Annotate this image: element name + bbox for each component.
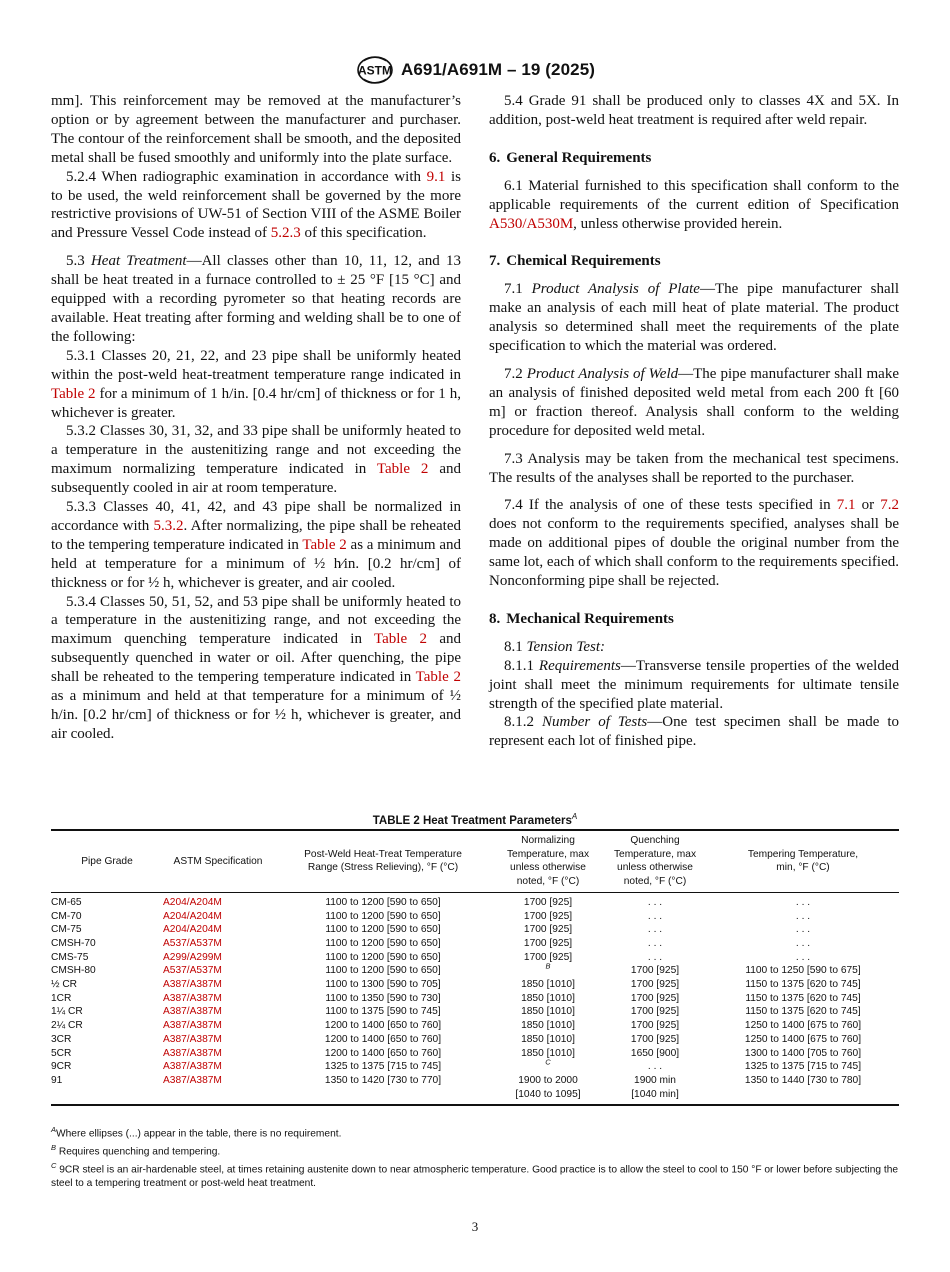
cell-pwht: 1350 to 1420 [730 to 770]	[324, 1074, 442, 1086]
cell-quenching: 1700 [925]	[630, 979, 680, 991]
cell-spec[interactable]: A387/A387M	[163, 1033, 222, 1045]
cell-quenching: 1700 [925]	[630, 992, 680, 1004]
cell-normalizing: 1700 [925]	[523, 937, 573, 949]
table-row	[51, 978, 899, 992]
link-7-2[interactable]: 7.2	[880, 497, 900, 514]
link-5-2-3[interactable]: 5.2.3	[270, 225, 301, 242]
link-9-1[interactable]: 9.1	[426, 168, 446, 185]
paragraph-5-3-4: 5.3.4 Classes 50, 51, 52, and 53 pipe shall be uniformly heated to a temperature in the austenitizing range, and not exceeding the maximum quenching temperature indicated in Table 2 and subsequently quenched in water or oil. After quenching, the pipe shall be reheated to the tempering temperature indicated in Table 2 as a minimum and held at that temperature for a minimum of ½ h/in. [0.2 hr/cm] of thickness or for ½ h, whichever is greater, and air cooled.	[51, 593, 461, 742]
paragraph-7-3: 7.3 Analysis may be taken from the mechanical test specimens. The results of the analyses shall be reported to the purchaser.	[489, 450, 899, 486]
section-heading-6: 6. General Requirements	[489, 149, 652, 166]
cell-normalizing: 1850 [1010]	[521, 979, 575, 991]
column-header: Post-Weld Heat-Treat Temperature Range (Stress Relieving), °F (°C)	[304, 848, 462, 874]
link-5-3-2[interactable]: 5.3.2	[153, 517, 184, 534]
paragraph-5-2-4: 5.2.4 When radiographic examination in accordance with 9.1 is to be used, the weld reinforcement shall be governed by the more restrictive provisions of UW-51 of Section VIII of the ASME Boiler and Pressure Vessel Code instead of 5.2.3 of this specification.	[51, 168, 462, 242]
cell-tempering: 1100 to 1250 [590 to 675]	[745, 965, 861, 977]
paragraph-5-3-1: 5.3.1 Classes 20, 21, 22, and 23 pipe shall be uniformly heated within the post-weld heat-treatment temperature range indicated in Table 2 for a minimum of 1 h/in. [0.4 hr/cm] of thickness or for 1 h, whichever is greater.	[51, 347, 461, 421]
cell-grade: 2¼ CR	[51, 1020, 83, 1032]
cell-tempering: 1250 to 1400 [675 to 760]	[744, 1020, 862, 1032]
cell-spec[interactable]: A387/A387M	[163, 1006, 222, 1018]
cell-normalizing: 1700 [925]	[523, 910, 573, 922]
table-row	[51, 923, 899, 937]
link-table-2[interactable]: Table 2	[376, 461, 429, 478]
cell-pwht: 1100 to 1200 [590 to 650]	[325, 965, 441, 977]
table-row	[51, 1033, 899, 1047]
page-number: 3	[471, 1219, 479, 1234]
cell-grade: 1CR	[51, 992, 72, 1004]
cell-spec[interactable]: A204/A204M	[163, 924, 222, 936]
cell-spec[interactable]: A204/A204M	[163, 896, 222, 908]
footnote: $^B$ Requires quenching and tempering.	[51, 1143, 221, 1158]
footnote-marker: B	[545, 961, 551, 971]
cell-quenching: . . .	[647, 951, 663, 963]
footnote-marker: A	[571, 812, 578, 821]
link-7-1[interactable]: 7.1	[836, 497, 856, 514]
heading-heat-treatment: Heat Treatment	[90, 253, 187, 270]
cell-pwht: 1325 to 1375 [715 to 745]	[324, 1061, 442, 1073]
paragraph-continuation: mm]. This reinforcement may be removed at the manufacturer’s option or by agreement between the manufacturer and purchaser. The contour of the reinforcement shall be smooth, and the deposited metal shall be fused smoothly and uniformly into the plate surface.	[51, 93, 461, 166]
table-body	[51, 892, 899, 1105]
cell-tempering: . . .	[795, 910, 811, 922]
cell-grade: CMS-75	[51, 951, 89, 963]
table-row	[51, 951, 899, 965]
document-id: A691/A691M – 19 (2025)	[400, 60, 596, 79]
cell-spec[interactable]: A204/A204M	[163, 910, 222, 922]
table-row	[51, 1019, 899, 1033]
cell-pwht: 1200 to 1400 [650 to 760]	[324, 1033, 442, 1045]
svg-text:ASTM: ASTM	[357, 63, 392, 78]
cell-grade: CMSH-80	[51, 965, 96, 977]
column-header: ASTM Specification	[173, 855, 263, 867]
cell-grade: CMSH-70	[51, 937, 96, 949]
table-row	[51, 937, 899, 951]
cell-tempering: . . .	[795, 924, 811, 936]
cell-grade: 3CR	[51, 1033, 72, 1045]
cell-normalizing: 1900 to 2000 [1040 to 1095]	[515, 1074, 581, 1100]
cell-normalizing: 1700 [925]	[523, 924, 573, 936]
cell-normalizing	[493, 961, 603, 978]
paragraph-8-1: 8.1 Tension Test:	[504, 638, 606, 655]
cell-quenching: 1900 min [1040 min]	[631, 1074, 679, 1100]
table-row	[51, 1005, 899, 1019]
table-row	[51, 1047, 899, 1061]
paragraph-5-3-2: 5.3.2 Classes 30, 31, 32, and 33 pipe shall be uniformly heated to a temperature in the austenitizing range and not exceeding the maximum normalizing temperature indicated in Table 2 and subsequently cooled in air at room temperature.	[51, 423, 461, 497]
cell-spec[interactable]: A537/A537M	[163, 965, 222, 977]
paragraph-5-3: 5.3 Heat Treatment—All classes other than 10, 11, 12, and 13 shall be heat treated in a furnace controlled to ± 25 °F [15 °C] and equipped with a recording pyrometer so that heating records are available. Heat treating after forming and welding shall be to one of the following:	[51, 253, 461, 345]
cell-pwht: 1200 to 1400 [650 to 760]	[324, 1020, 442, 1032]
paragraph-7-1: 7.1 Product Analysis of Plate—The pipe manufacturer shall make an analysis of each mill heat of plate material. The product analysis so determined shall meet the requirements of the plate specification to which the material was ordered.	[489, 281, 900, 355]
cell-normalizing: 1850 [1010]	[521, 1033, 575, 1045]
cell-quenching: . . .	[647, 1061, 663, 1073]
cell-normalizing: 1850 [1010]	[521, 1047, 575, 1059]
cell-tempering: 1150 to 1375 [620 to 745]	[745, 979, 861, 991]
cell-spec[interactable]: A537/A537M	[163, 937, 222, 949]
cell-quenching: . . .	[647, 937, 663, 949]
cell-spec[interactable]: A387/A387M	[163, 1074, 222, 1086]
table-row	[51, 892, 899, 909]
cell-normalizing: 1850 [1010]	[521, 1006, 575, 1018]
left-column	[51, 92, 461, 744]
cell-tempering: 1150 to 1375 [620 to 745]	[745, 1006, 861, 1018]
footnote: $^A$Where ellipses (...) appear in the table, there is no requirement.	[51, 1125, 342, 1140]
section-heading-7: 7. Chemical Requirements	[489, 253, 661, 270]
cell-grade: CM-75	[51, 924, 82, 936]
table-row	[51, 910, 899, 924]
cell-quenching: 1700 [925]	[630, 1033, 680, 1045]
cell-pwht: 1200 to 1400 [650 to 760]	[324, 1047, 442, 1059]
table-row	[51, 1074, 899, 1105]
cell-grade: ½ CR	[51, 979, 78, 991]
column-header: Normalizing Temperature, max unless otherwise noted, °F (°C)	[506, 835, 590, 888]
table-footnotes	[51, 1123, 901, 1191]
paragraph-7-4: 7.4 If the analysis of one of these tests specified in 7.1 or 7.2 does not conform to the requirements specified, analyses shall be made on additional pipes of double the original number from the same lot, each of which shall conform to the requirements specified. Nonconforming pipe shall be rejected.	[489, 497, 900, 590]
cell-quenching: 1700 [925]	[630, 965, 680, 977]
link-table-2[interactable]: Table 2	[51, 385, 96, 402]
cell-tempering: . . .	[795, 937, 811, 949]
link-table-2[interactable]: Table 2	[415, 669, 461, 686]
cell-grade: 9CR	[51, 1061, 72, 1073]
cell-tempering: 1325 to 1375 [715 to 745]	[744, 1061, 862, 1073]
table-row	[51, 964, 899, 978]
cell-tempering: 1300 to 1400 [705 to 760]	[744, 1047, 862, 1059]
cell-pwht: 1100 to 1200 [590 to 650]	[325, 937, 441, 949]
paragraph-8-1-1: 8.1.1 Requirements—Transverse tensile properties of the welded joint shall meet the minimum requirements for ultimate tensile strength of the specified plate material.	[489, 657, 899, 712]
link-table-2[interactable]: Table 2	[302, 536, 347, 553]
cell-grade: CM-70	[51, 910, 82, 922]
cell-spec[interactable]: A387/A387M	[163, 979, 222, 991]
cell-tempering: 1350 to 1440 [730 to 780]	[744, 1074, 862, 1086]
cell-normalizing: 1700 [925]	[523, 951, 573, 963]
table-title: TABLE 2 Heat Treatment Parameters$^A$	[372, 812, 578, 827]
cell-tempering: . . .	[795, 896, 811, 908]
link-table-2[interactable]: Table 2	[374, 631, 427, 648]
footnote-marker: C	[545, 1057, 551, 1067]
footnote: $^C$ 9CR steel is an air-hardenable steel, at times retaining austenite down to near atmospheric temperature. Good practice is to allow the steel to cool to 150 °F or lower before subjecting the steel to a tempering treatment or post-weld heat treatment.	[51, 1161, 899, 1190]
cell-pwht: 1100 to 1350 [590 to 730]	[325, 992, 441, 1004]
paragraph-8-1-2: 8.1.2 Number of Tests—One test specimen shall be made to represent each lot of finished pipe.	[489, 714, 899, 750]
cell-spec[interactable]: A387/A387M	[163, 1020, 222, 1032]
page-header	[0, 54, 950, 86]
cell-grade: 1¼ CR	[51, 1006, 83, 1018]
cell-tempering: 1250 to 1400 [675 to 760]	[744, 1033, 862, 1045]
table-header-row	[51, 830, 899, 892]
cell-pwht: 1100 to 1200 [590 to 650]	[325, 951, 441, 963]
right-column	[489, 92, 899, 751]
table-row	[51, 1060, 899, 1074]
cell-tempering: . . .	[795, 951, 811, 963]
cell-grade: CM-65	[51, 896, 82, 908]
cell-pwht: 1100 to 1200 [590 to 650]	[325, 924, 441, 936]
cell-normalizing	[493, 1057, 603, 1074]
link-a530[interactable]: A530/A530M	[489, 215, 574, 232]
cell-spec[interactable]: A387/A387M	[163, 1047, 222, 1059]
column-header: Tempering Temperature, min, °F (°C)	[747, 848, 859, 874]
cell-grade: 91	[51, 1074, 63, 1086]
cell-quenching: . . .	[647, 924, 663, 936]
paragraph-7-2: 7.2 Product Analysis of Weld—The pipe manufacturer shall make an analysis of finished deposited weld metal from each 200 ft [60 m] or fraction thereof. Analysis shall conform to the welding procedure for deposited weld metal.	[489, 365, 899, 439]
astm-logo-icon	[355, 55, 395, 85]
paragraph-5-4: 5.4 Grade 91 shall be produced only to classes 4X and 5X. In addition, post-weld heat treatment is required after weld repair.	[489, 93, 899, 128]
cell-pwht: 1100 to 1200 [590 to 650]	[325, 896, 441, 908]
cell-normalizing: 1700 [925]	[523, 896, 573, 908]
cell-quenching: 1650 [900]	[630, 1047, 680, 1059]
cell-spec[interactable]: A387/A387M	[163, 992, 222, 1004]
cell-tempering: 1150 to 1375 [620 to 745]	[745, 992, 861, 1004]
cell-normalizing: 1850 [1010]	[521, 992, 575, 1004]
paragraph-6-1: 6.1 Material furnished to this specification shall conform to the applicable requirements of the current edition of Specification A530/A530M, unless otherwise provided herein.	[489, 177, 899, 232]
section-heading-8: 8. Mechanical Requirements	[489, 610, 674, 627]
paragraph-5-3-3: 5.3.3 Classes 40, 41, 42, and 43 pipe shall be normalized in accordance with 5.3.2. After normalizing, the pipe shall be reheated to the tempering temperature indicated in Table 2 as a minimum and held at temperature for a minimum of ½ h⁄in. [0.2 hr/cm] of thickness or for ½ h, whichever is greater, and air cooled.	[51, 499, 462, 591]
cell-spec[interactable]: A387/A387M	[163, 1061, 222, 1073]
cell-normalizing: 1850 [1010]	[521, 1020, 575, 1032]
cell-quenching: 1700 [925]	[630, 1020, 680, 1032]
heat-treatment-table	[51, 829, 899, 1106]
cell-pwht: 1100 to 1200 [590 to 650]	[325, 910, 441, 922]
table-row	[51, 992, 899, 1006]
cell-quenching: . . .	[647, 896, 663, 908]
column-header: Quenching Temperature, max unless otherwise noted, °F (°C)	[613, 835, 697, 888]
cell-quenching: . . .	[647, 910, 663, 922]
cell-pwht: 1100 to 1375 [590 to 745]	[325, 1006, 441, 1018]
cell-quenching: 1700 [925]	[630, 1006, 680, 1018]
cell-pwht: 1100 to 1300 [590 to 705]	[325, 979, 441, 991]
cell-grade: 5CR	[51, 1047, 72, 1059]
cell-spec[interactable]: A299/A299M	[163, 951, 222, 963]
column-header: Pipe Grade	[81, 855, 133, 867]
